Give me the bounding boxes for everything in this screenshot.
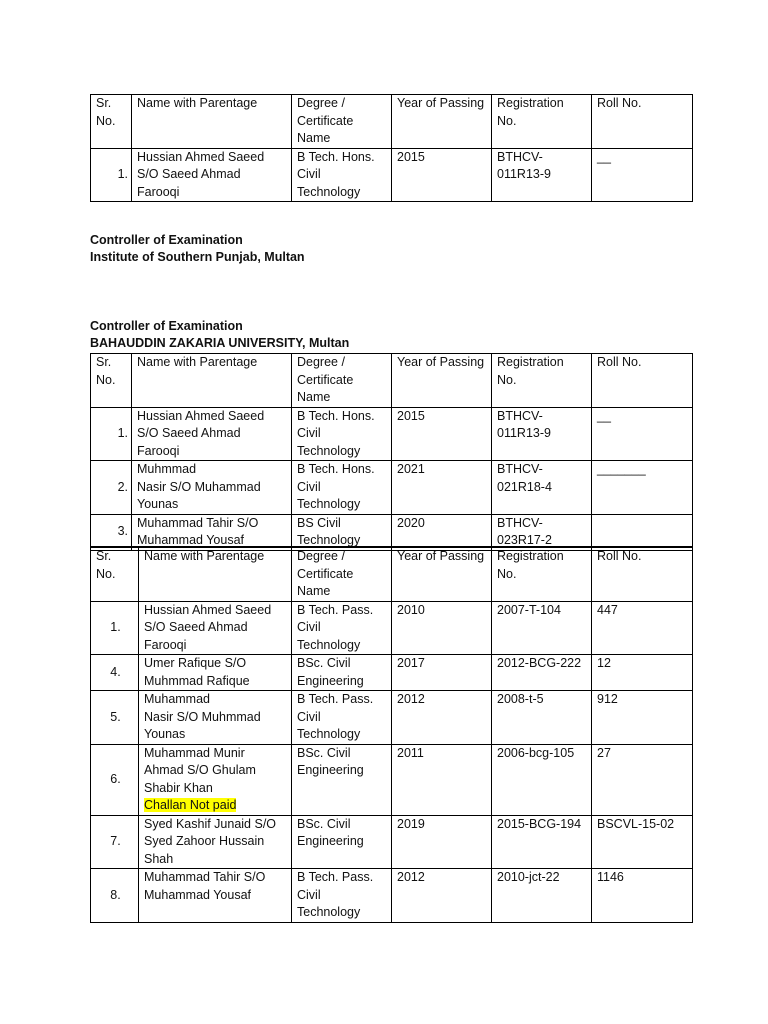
cell-registration: 2010-jct-22 — [492, 869, 592, 923]
cell-year: 2011 — [392, 744, 492, 815]
table-row — [91, 514, 693, 550]
header-name: Name with Parentage — [139, 547, 292, 601]
cell-name: Muhmmad Nasir S/O Muhammad Younas — [132, 461, 292, 515]
cell-year: 2019 — [392, 815, 492, 869]
cell-sr: 1. — [91, 601, 139, 655]
cell-registration: 2008-t-5 — [492, 691, 592, 745]
cell-roll-no: 912 — [592, 691, 693, 745]
header-roll-no: Roll No. — [592, 354, 693, 408]
cell-name: Muhammad Nasir S/O Muhmmad Younas — [139, 691, 292, 745]
cell-sr: 8. — [91, 869, 139, 923]
table-row — [91, 869, 693, 923]
cell-registration: 2007-T-104 — [492, 601, 592, 655]
table-row — [91, 744, 693, 815]
header-roll-no: Roll No. — [592, 547, 693, 601]
header-name: Name with Parentage — [132, 354, 292, 408]
cell-year: 2021 — [392, 461, 492, 515]
cell-registration: BTHCV- 011R13-9 — [492, 407, 592, 461]
cell-year: 2010 — [392, 601, 492, 655]
cell-name: Muhammad Tahir S/O Muhammad Yousaf — [139, 869, 292, 923]
cell-degree: B Tech. Pass. Civil Technology — [292, 601, 392, 655]
header-degree: Degree / Certificate Name — [292, 354, 392, 408]
heading-institute-2: BAHAUDDIN ZAKARIA UNIVERSITY, Multan — [90, 336, 350, 350]
table-row — [91, 691, 693, 745]
heading-institute-1: Institute of Southern Punjab, Multan — [90, 250, 305, 264]
table-header-row — [91, 95, 693, 149]
cell-roll-no: 27 — [592, 744, 693, 815]
header-sr-no: Sr. No. — [91, 95, 132, 149]
cell-degree: BSc. Civil Engineering — [292, 744, 392, 815]
table-header-row — [91, 354, 693, 408]
heading-controller-2: Controller of Examination — [90, 319, 243, 333]
cell-year: 2017 — [392, 655, 492, 691]
cell-degree: B Tech. Hons. Civil Technology — [292, 407, 392, 461]
header-registration: Registration No. — [492, 354, 592, 408]
header-registration: Registration No. — [492, 547, 592, 601]
cell-registration: BTHCV- 021R18-4 — [492, 461, 592, 515]
cell-degree: B Tech. Pass. Civil Technology — [292, 691, 392, 745]
table-header-row — [91, 547, 693, 601]
cell-sr: 1. — [91, 148, 132, 202]
cell-sr: 6. — [91, 744, 139, 815]
cell-sr: 7. — [91, 815, 139, 869]
header-year: Year of Passing — [392, 547, 492, 601]
cell-year: 2020 — [392, 514, 492, 550]
cell-degree: B Tech. Hons. Civil Technology — [292, 461, 392, 515]
header-degree: Degree / Certificate Name — [292, 547, 392, 601]
cell-roll-no: 1146 — [592, 869, 693, 923]
table-row — [91, 815, 693, 869]
cell-registration: BTHCV- 011R13-9 — [492, 148, 592, 202]
cell-roll-no: __ — [592, 148, 693, 202]
cell-name — [139, 744, 292, 815]
header-degree: Degree / Certificate Name — [292, 95, 392, 149]
header-registration: Registration No. — [492, 95, 592, 149]
table-isp-candidates — [90, 94, 693, 202]
cell-roll-no — [592, 514, 693, 550]
cell-roll-no: 447 — [592, 601, 693, 655]
cell-year: 2012 — [392, 691, 492, 745]
cell-name: Syed Kashif Junaid S/O Syed Zahoor Hussain Shah — [139, 815, 292, 869]
header-year: Year of Passing — [392, 95, 492, 149]
cell-sr: 1. — [91, 407, 132, 461]
cell-sr: 5. — [91, 691, 139, 745]
cell-sr: 3. — [91, 514, 132, 550]
header-year: Year of Passing — [392, 354, 492, 408]
cell-degree: BS Civil Technology — [292, 514, 392, 550]
cell-year: 2015 — [392, 148, 492, 202]
header-name: Name with Parentage — [132, 95, 292, 149]
table-bzu-candidates — [90, 353, 693, 551]
cell-name: Hussian Ahmed Saeed S/O Saeed Ahmad Farooqi — [139, 601, 292, 655]
cell-registration: BTHCV- 023R17-2 — [492, 514, 592, 550]
cell-name-text: Muhammad Munir Ahmad S/O Ghulam Shabir Khan — [144, 745, 256, 795]
header-sr-no: Sr. No. — [91, 547, 139, 601]
cell-degree: B Tech. Hons. Civil Technology — [292, 148, 392, 202]
heading-controller-1: Controller of Examination — [90, 233, 243, 247]
cell-registration: 2015-BCG-194 — [492, 815, 592, 869]
cell-roll-no: BSCVL-15-02 — [592, 815, 693, 869]
cell-name: Hussian Ahmed Saeed S/O Saeed Ahmad Farooqi — [132, 407, 292, 461]
header-roll-no: Roll No. — [592, 95, 693, 149]
cell-year: 2012 — [392, 869, 492, 923]
table-row — [91, 461, 693, 515]
cell-name: Muhammad Tahir S/O Muhammad Yousaf — [132, 514, 292, 550]
table-row — [91, 148, 693, 202]
cell-degree: BSc. Civil Engineering — [292, 655, 392, 691]
cell-degree: B Tech. Pass. Civil Technology — [292, 869, 392, 923]
table-row — [91, 601, 693, 655]
table-row — [91, 655, 693, 691]
cell-degree: BSc. Civil Engineering — [292, 815, 392, 869]
cell-registration: 2012-BCG-222 — [492, 655, 592, 691]
table-bzu-candidates-2 — [90, 546, 693, 923]
cell-sr: 4. — [91, 655, 139, 691]
cell-roll-no: __ — [592, 407, 693, 461]
cell-roll-no: _______ — [592, 461, 693, 515]
challan-not-paid-note: Challan Not paid — [144, 798, 237, 812]
cell-roll-no: 12 — [592, 655, 693, 691]
cell-name: Hussian Ahmed Saeed S/O Saeed Ahmad Farooqi — [132, 148, 292, 202]
cell-sr: 2. — [91, 461, 132, 515]
table-row — [91, 407, 693, 461]
cell-year: 2015 — [392, 407, 492, 461]
cell-name: Umer Rafique S/O Muhmmad Rafique — [139, 655, 292, 691]
cell-registration: 2006-bcg-105 — [492, 744, 592, 815]
header-sr-no: Sr. No. — [91, 354, 132, 408]
